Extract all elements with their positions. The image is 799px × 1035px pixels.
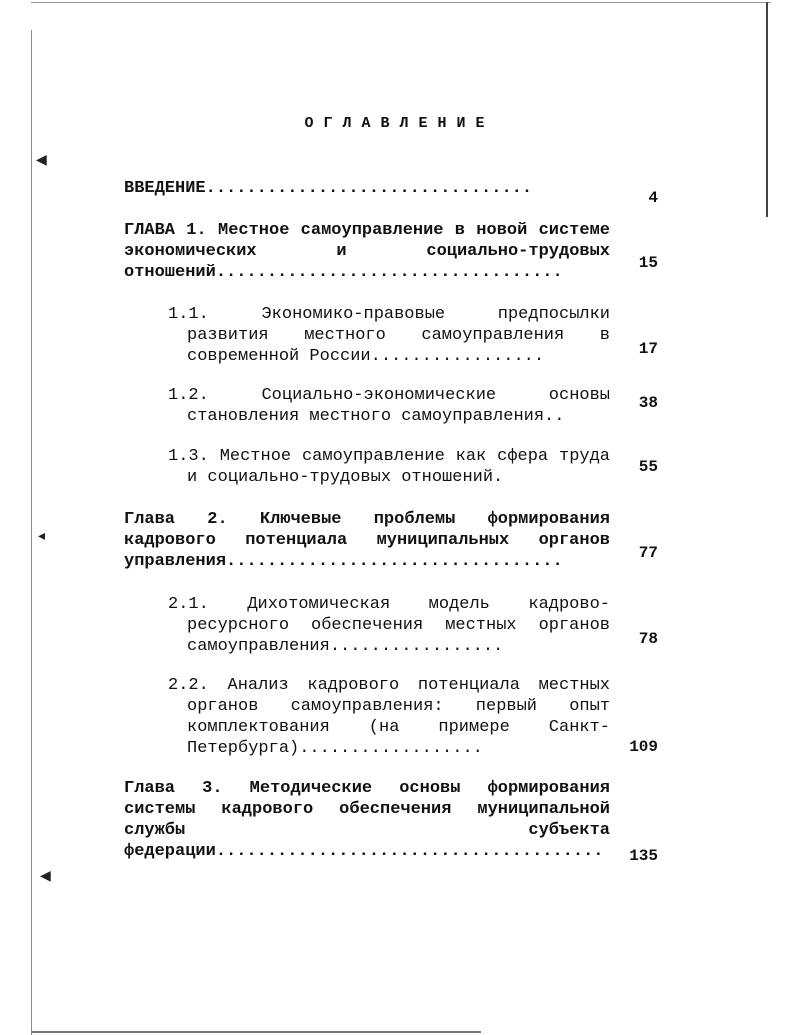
- toc-section-number: 2.1.: [168, 595, 209, 614]
- toc-entry-introduction: [124, 178, 610, 199]
- scan-edge-right: [766, 2, 768, 217]
- toc-section-number: 1.3.: [168, 447, 209, 466]
- toc-entry-section-2-1: [168, 594, 610, 657]
- scan-edge-bottom: [31, 1031, 481, 1033]
- toc-entry-text: Анализ кадрового потенциала местных органов самоуправления: первый опыт комплектования (на примере Санкт-Петербурга)..................: [187, 676, 610, 758]
- toc-page-number: 17: [638, 340, 658, 358]
- scan-mark-icon: ◂: [38, 528, 46, 544]
- toc-entry-text: ГЛАВА 1. Местное самоуправление в новой системе экономических и социально-трудовых отношений..................................: [124, 221, 610, 282]
- scan-edge-top: [31, 2, 771, 3]
- toc-page-number: 38: [638, 394, 658, 412]
- toc-entry-chapter-2: [124, 509, 610, 572]
- toc-page-number: 4: [648, 189, 658, 207]
- toc-entry-text: Дихотомическая модель кадрово-ресурсного обеспечения местных органов самоуправления.................: [187, 595, 610, 656]
- toc-entry-text: Социально-экономические основы становления местного самоуправления..: [187, 386, 610, 426]
- toc-section-number: 1.1.: [168, 305, 209, 324]
- toc-entry-section-1-1: [168, 304, 610, 367]
- toc-page-number: 55: [638, 458, 658, 476]
- toc-section-number: 2.2.: [168, 676, 209, 695]
- toc-entry-chapter-3: [124, 778, 610, 862]
- toc-entry-chapter-1: [124, 220, 610, 283]
- toc-entry-section-1-2: [168, 385, 610, 427]
- toc-page-number: 135: [629, 847, 658, 865]
- toc-entry-text: ВВЕДЕНИЕ................................: [124, 179, 533, 198]
- toc-section-number: 1.2.: [168, 386, 209, 405]
- toc-page-number: 77: [638, 544, 658, 562]
- toc-entry-text: Экономико-правовые предпосылки развития местного самоуправления в современной России.................: [187, 305, 610, 366]
- toc-entry-section-1-3: [168, 446, 610, 488]
- toc-entry-text: Глава 3. Методические основы формирования системы кадрового обеспечения муниципальной службы субъекта федерации......................................: [124, 779, 610, 861]
- toc-entry-text: Местное самоуправление как сфера труда и социально-трудовых отношений.: [187, 447, 611, 487]
- scan-edge-left: [31, 30, 32, 1035]
- toc-page-number: 109: [629, 738, 658, 756]
- scan-mark-icon: ◀: [36, 152, 47, 168]
- toc-entry-section-2-2: [168, 675, 610, 759]
- scan-mark-icon: ◀: [40, 868, 51, 884]
- page-title: ОГЛАВЛЕНИЕ: [304, 115, 495, 132]
- toc-page-number: 78: [638, 630, 658, 648]
- toc-page-number: 15: [638, 254, 658, 272]
- toc-entry-text: Глава 2. Ключевые проблемы формирования кадрового потенциала муниципальных органов управления.................................: [124, 510, 610, 571]
